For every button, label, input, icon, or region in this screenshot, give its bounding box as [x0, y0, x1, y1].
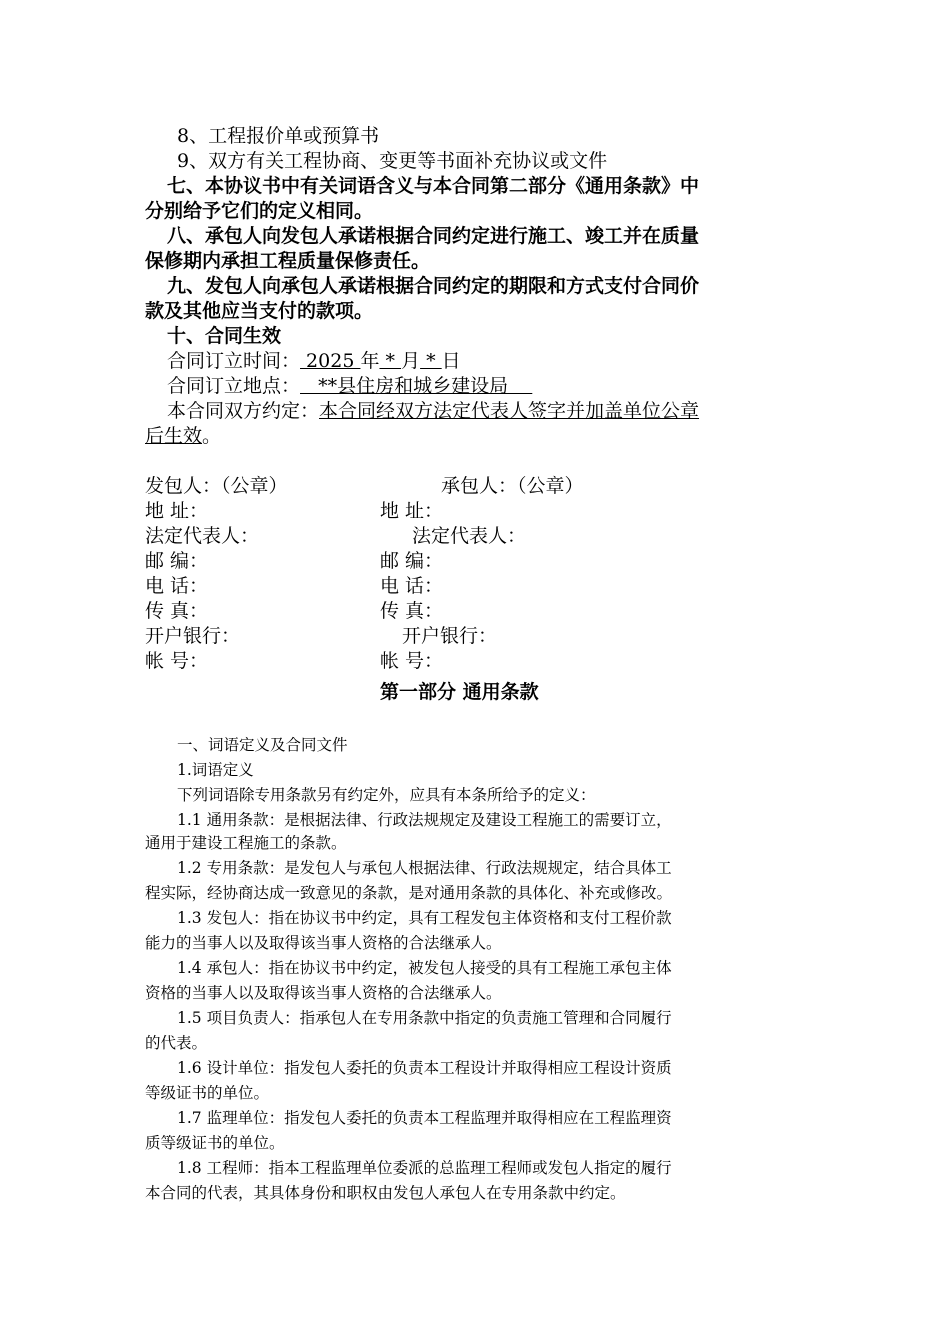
- def-1-3-line-1: 1.3 发包人：指在协议书中约定，具有工程发包主体资格和支付工程价款: [177, 909, 672, 927]
- contractor-fax: 传 真：: [380, 600, 444, 622]
- clause-10-heading: 十、合同生效: [167, 325, 282, 347]
- employer-fax: 传 真：: [145, 600, 209, 622]
- def-1-1-line-1: 1.1 通用条款：是根据法律、行政法规规定及建设工程施工的需要订立，: [177, 811, 672, 829]
- def-1-4-line-2: 资格的当事人以及取得该当事人资格的合法继承人。: [145, 984, 502, 1002]
- employer-account: 帐 号：: [145, 650, 209, 672]
- contractor-phone: 电 话：: [380, 575, 444, 597]
- employer-phone: 电 话：: [145, 575, 209, 597]
- clause-7-line-1: 七、本协议书中有关词语含义与本合同第二部分《通用条款》中: [167, 175, 700, 197]
- signing-time-label: 合同订立时间：: [167, 350, 301, 372]
- def-1-8-line-1: 1.8 工程师：指本工程监理单位委派的总监理工程师或发包人指定的履行: [177, 1159, 672, 1177]
- employer-seal: 发包人：（公章）: [145, 475, 288, 497]
- signing-month: *: [379, 350, 402, 372]
- section-1-heading: 一、词语定义及合同文件: [177, 736, 348, 754]
- section-1-1-heading: 1.词语定义: [177, 761, 254, 779]
- employer-bank: 开户银行：: [145, 625, 241, 647]
- def-1-5-line-1: 1.5 项目负责人：指承包人在专用条款中指定的负责施工管理和合同履行: [177, 1009, 672, 1027]
- clause-9-line-1: 九、发包人向承包人承诺根据合同约定的期限和方式支付合同价: [167, 275, 700, 297]
- clause-8-line-1: 八、承包人向发包人承诺根据合同约定进行施工、竣工并在质量: [167, 225, 700, 247]
- item-9: 9、双方有关工程协商、变更等书面补充协议或文件: [177, 150, 608, 172]
- definitions-intro: 下列词语除专用条款另有约定外，应具有本条所给予的定义：: [177, 786, 596, 804]
- def-1-4-line-1: 1.4 承包人：指在协议书中约定，被发包人接受的具有工程施工承包主体: [177, 959, 672, 977]
- contractor-legal-rep: 法定代表人：: [412, 525, 527, 547]
- def-1-7-line-2: 质等级证书的单位。: [145, 1134, 285, 1152]
- agreement-value-line-1: 本合同经双方法定代表人签字并加盖单位公章: [319, 400, 700, 422]
- agreement-row: [167, 399, 699, 423]
- def-1-6-line-2: 等级证书的单位。: [145, 1084, 270, 1102]
- def-1-2-line-1: 1.2 专用条款：是发包人与承包人根据法律、行政法规规定，结合具体工: [177, 859, 672, 877]
- signing-day: *: [420, 350, 442, 372]
- contractor-postcode: 邮 编：: [380, 550, 444, 572]
- clause-8-line-2: 保修期内承担工程质量保修责任。: [145, 250, 431, 272]
- signing-place-label: 合同订立地点：: [167, 375, 301, 397]
- agreement-label: 本合同双方约定：: [167, 400, 320, 422]
- clause-9-line-2: 款及其他应当支付的款项。: [145, 300, 374, 322]
- part-one-heading: 第一部分 通用条款: [380, 681, 539, 703]
- def-1-6-line-1: 1.6 设计单位：指发包人委托的负责本工程设计并取得相应工程设计资质: [177, 1059, 672, 1077]
- contractor-account: 帐 号：: [380, 650, 444, 672]
- signing-year: 2025: [300, 350, 361, 372]
- def-1-5-line-2: 的代表。: [145, 1034, 208, 1052]
- year-suffix: 年: [360, 350, 380, 372]
- item-8: 8、工程报价单或预算书: [177, 125, 380, 147]
- employer-legal-rep: 法定代表人：: [145, 525, 260, 547]
- signing-place-value: **县住房和城乡建设局: [300, 375, 533, 397]
- def-1-7-line-1: 1.7 监理单位：指发包人委托的负责本工程监理并取得相应在工程监理资: [177, 1109, 672, 1127]
- day-suffix: 日: [441, 350, 461, 372]
- agreement-value-line-2: 后生效: [145, 425, 203, 447]
- contractor-bank: 开户银行：: [402, 625, 498, 647]
- def-1-1-line-2: 通用于建设工程施工的条款。: [145, 834, 347, 852]
- agreement-end: 。: [202, 425, 222, 447]
- contractor-address: 地 址：: [380, 500, 444, 522]
- def-1-3-line-2: 能力的当事人以及取得该当事人资格的合法继承人。: [145, 934, 502, 952]
- employer-address: 地 址：: [145, 500, 209, 522]
- employer-postcode: 邮 编：: [145, 550, 209, 572]
- contractor-seal: 承包人：（公章）: [441, 475, 584, 497]
- clause-7-line-2: 分别给予它们的定义相同。: [145, 200, 374, 222]
- signing-time-row: [167, 349, 461, 373]
- def-1-2-line-2: 程实际，经协商达成一致意见的条款，是对通用条款的具体化、补充或修改。: [145, 884, 673, 902]
- signing-place-row: [167, 374, 532, 398]
- agreement-row-2: [145, 424, 221, 448]
- def-1-8-line-2: 本合同的代表，其具体身份和职权由发包人承包人在专用条款中约定。: [145, 1184, 626, 1202]
- month-suffix: 月: [401, 350, 421, 372]
